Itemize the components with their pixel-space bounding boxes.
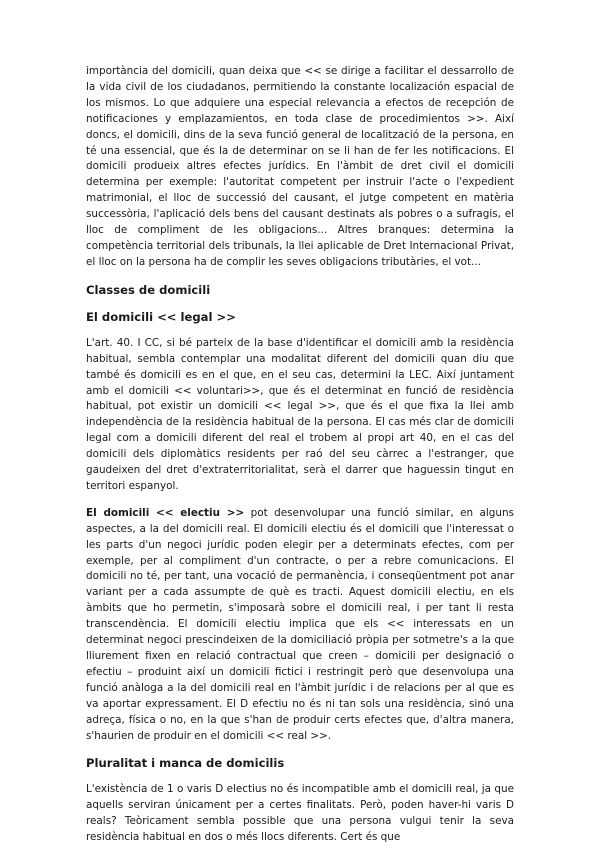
paragraph-text-domicili-electiu: pot desenvolupar una funció similar, en alguns aspectes, a la del domicili real. El domicili electiu és el domicili que l'interessat o les parts d'un negoci jurídic poden elegir per a determinats efectes, com per exemple, per al compliment d'un contracte, o per a rebre comunicacions. El domicili no té, per tant, una vocació de permanència, i conseqüentment pot anar variant per a cada assumpte de què es tracti. Aquest domicili electiu, en els àmbits que ho permetin, s'imposarà sobre el domicili real, i per tant li resta transcendència. El domicili electiu implica que els << interessats en un determinat negoci prescindeixen de la domiciliació pròpia per sotmetre's a la que lliurement fixen en relació contractual que creen – domicili per designació o efectiu – produint així un domicili fictici i restringit però que desenvolupa una funció anàloga a la del domicili real en l'àmbit jurídic i de relacions per al que es va aportar expressament. El D efectiu no és ni tan sols una residència, sinó una adreça, física o no, en la que s'han de produir certs efectes que, d'altra manera, s'haurien de produir en el domicili << real >>.	[86, 506, 514, 742]
paragraph-pluralitat: L'existència de 1 o varis D electius no és incompatible amb el domicili real, ja que aquells serviran únicament per a certes finalitats. Però, poden haver-hi varis D reals? Teòricament sembla possible que una persona vulgui tenir la seva residència habitual en dos o més llocs diferents. Cert és que	[86, 783, 514, 844]
paragraph-domicili-electiu	[86, 506, 514, 745]
heading-domicili-legal: El domicili << legal >>	[86, 309, 236, 324]
paragraph-domicili-legal: L'art. 40. I CC, si bé parteix de la base d'identificar el domicili amb la residència habitual, sembla contemplar una modalitat diferent del domicili quan diu que també és domicili es en el que, en el seu cas, determini la LEC. Així juntament amb el domicili << voluntari>>, que és el determinat en funció de residència habitual, pot existir un domicili << legal >>, que és el que fixa la llei amb independència de la residència habitual de la persona. El cas més clar de domicili legal com a domicili diferent del real el trobem al propi art 40, en el cas del domicili dels diplomàtics residents per raó del seu càrrec a l'estranger, que gaudeixen del dret d'extraterritorialitat, serà el darrer que haguessin tingut en territori espanyol.	[86, 336, 514, 492]
paragraph-lead-domicili-electiu: El domicili << electiu >>	[86, 506, 245, 519]
heading-classes-de-domicili: Classes de domicili	[86, 282, 211, 297]
document-body	[86, 64, 514, 857]
paragraph-domicili-efectes: importància del domicili, quan deixa que << se dirige a facilitar el dessarrollo de la vida civil de los ciudadanos, permitiendo la constante localización espacial de los mismos. Lo que adquiere una especial relevancia a efectos de recepción de notificaciones y emplazamientos, en toda clase de procedimientos >>. Així doncs, el domicili, dins de la seva funció general de localització de la persona, en té una essencial, que és la de determinar on se li han de fer les notificacions. El domicili produeix altres efectes jurídics. En l'àmbit de dret civil el domicili determina per exemple: l'autoritat competent per instruir l'acte o l'expedient matrimonial, el lloc de successió del causant, el jutge competent en matèria successòria, l'aplicació dels bens del causant destinats als pobres o a sufragis, el lloc de compliment de les obligacions... Altres branques: determina la competència territorial dels tribunals, la llei aplicable de Dret Internacional Privat, el lloc on la persona ha de complir les seves obligacions tributàries, el vot...	[86, 65, 514, 268]
heading-pluralitat-i-manca: Pluralitat i manca de domicilis	[86, 756, 285, 771]
